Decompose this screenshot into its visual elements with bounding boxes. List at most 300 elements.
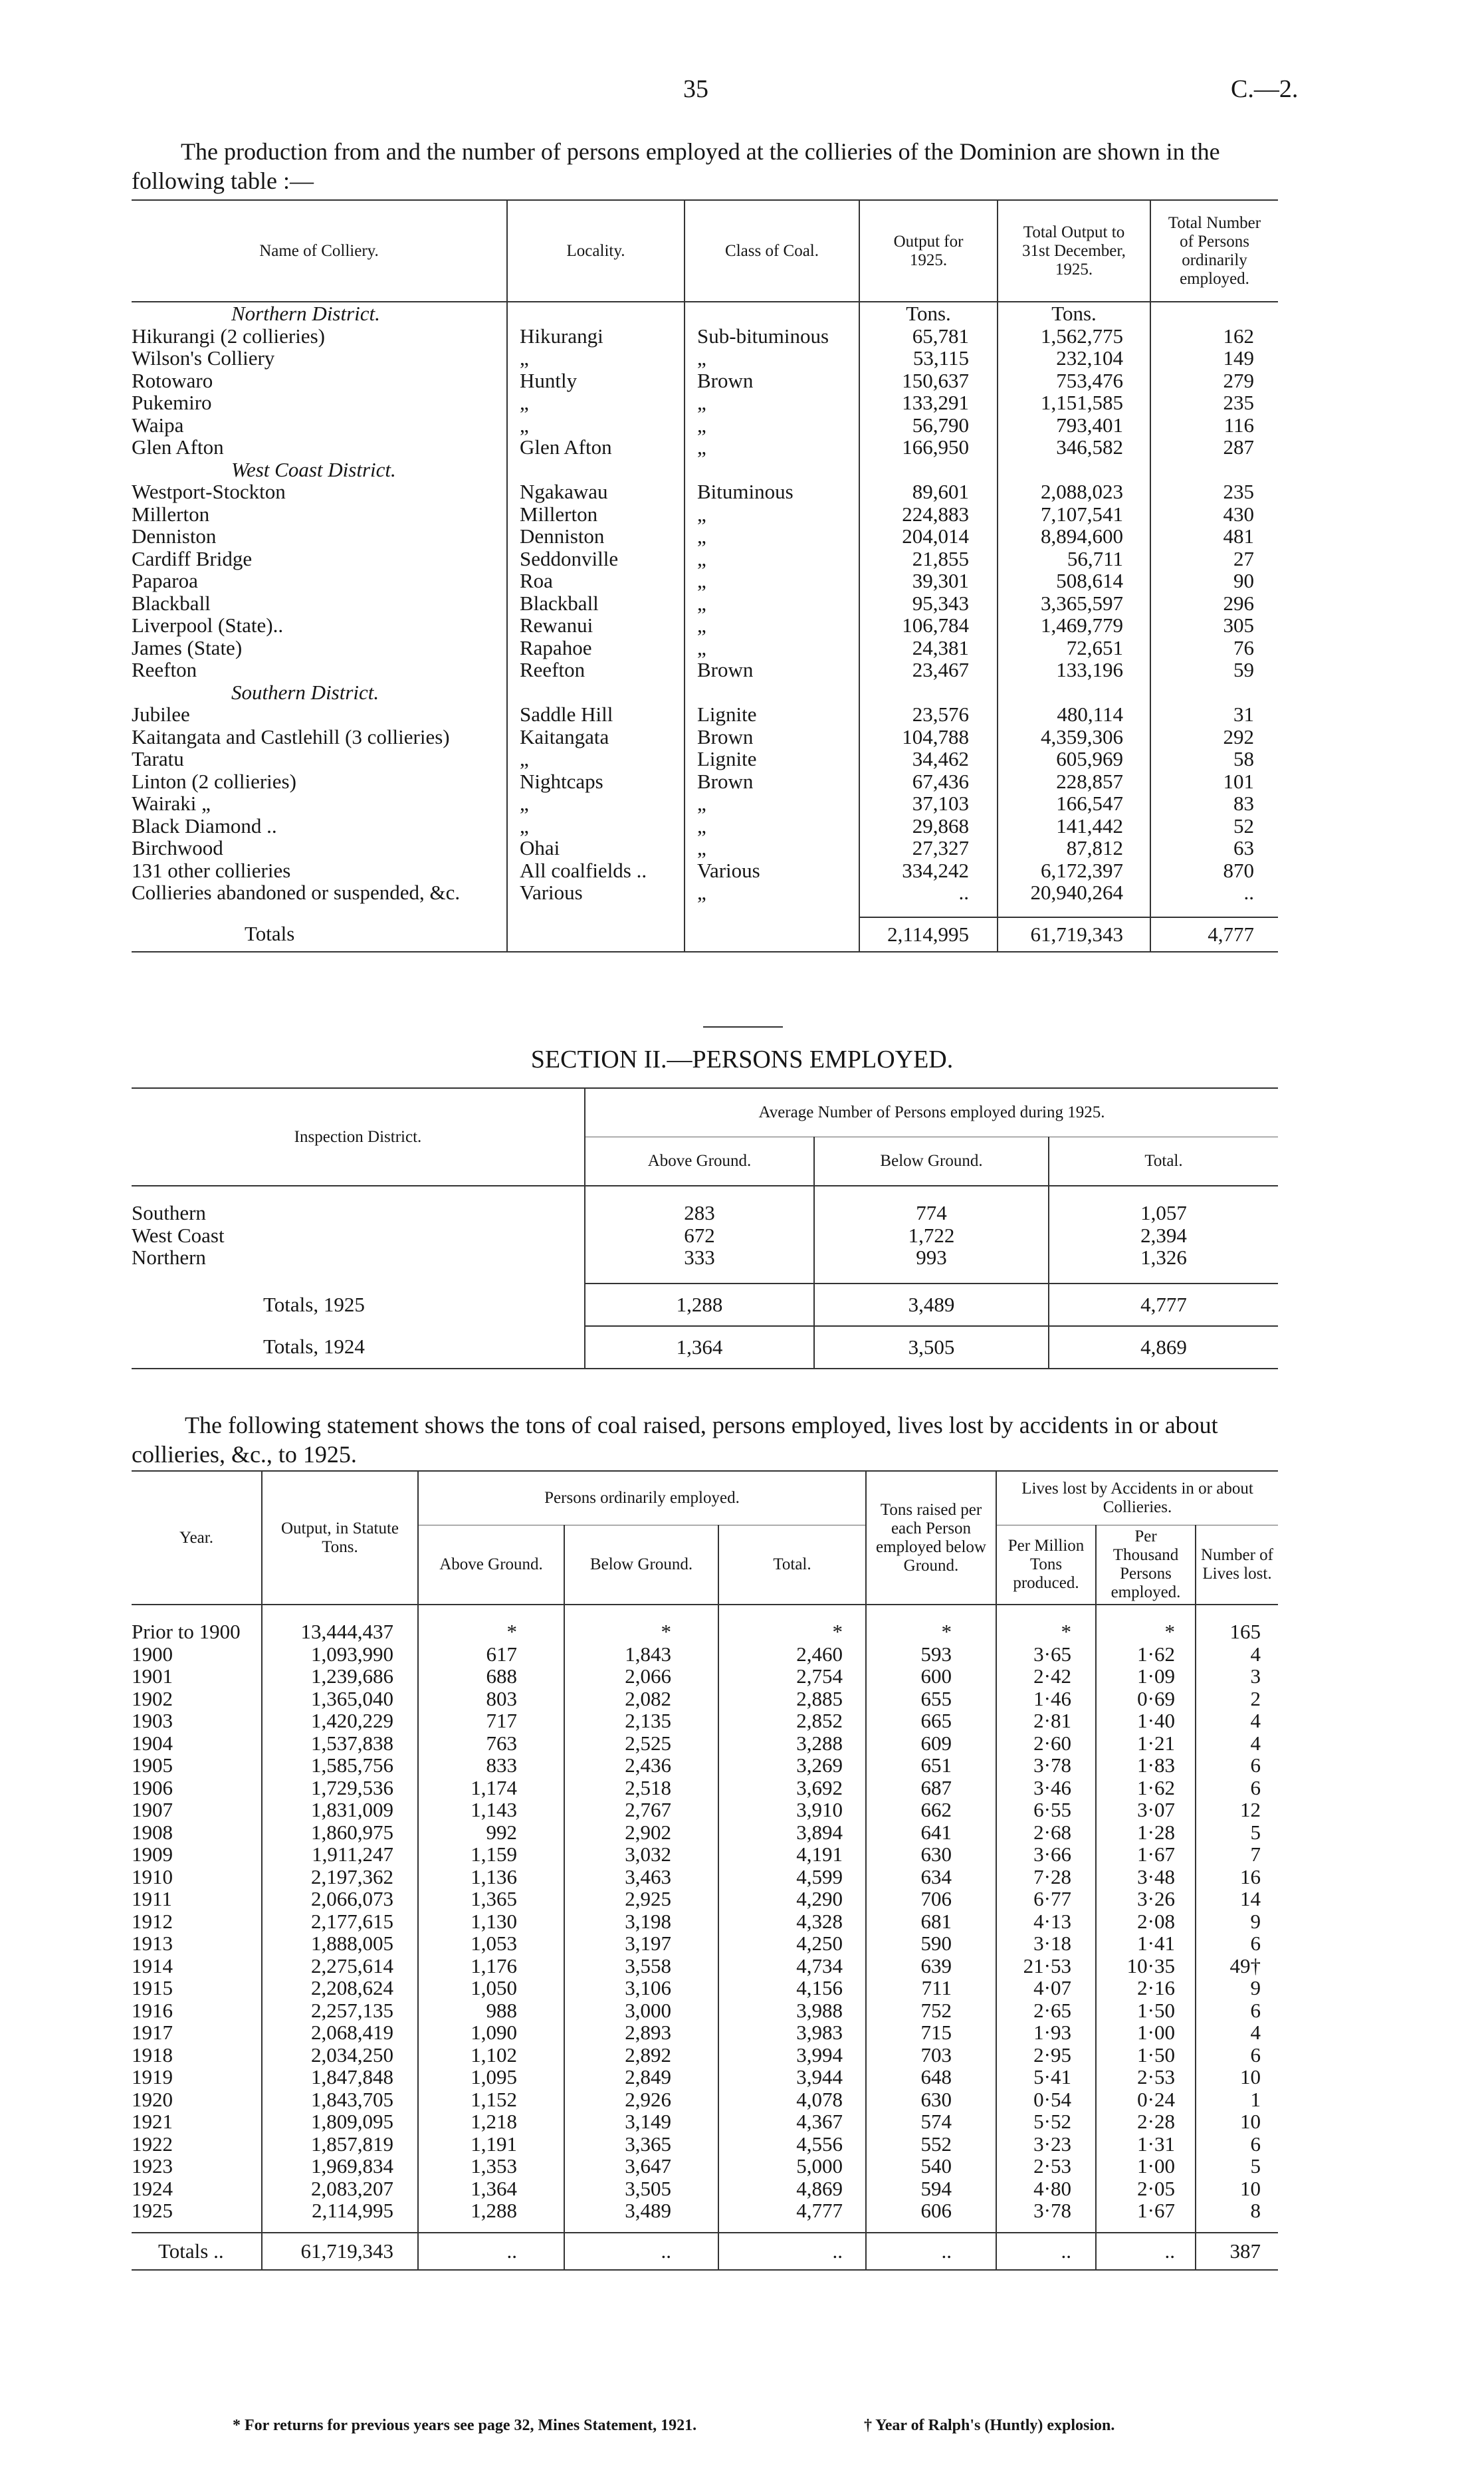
per-thousand-persons: 1·67 [1096,1843,1196,1866]
below-ground: 3,106 [564,1977,718,1999]
district-heading: Southern District. [132,681,507,704]
footnote-dagger: † Year of Ralph's (Huntly) explosion. [864,2417,1115,2434]
col-header-colliery: Name of Colliery. [132,201,507,302]
year-row [132,2155,1278,2178]
total-output: 2,088,023 [998,481,1150,503]
per-thousand-persons: 2·16 [1096,1977,1196,1999]
district-row [132,1224,1278,1247]
locality: „ [507,815,685,838]
per-thousand-persons: 1·41 [1096,1932,1196,1955]
output-1925: 133,291 [859,392,998,414]
empty-cell [1150,904,1278,917]
tons-per-person: 648 [866,2066,996,2088]
output-1925: 27,327 [859,837,998,859]
output: 2,275,614 [262,1955,418,1977]
locality: Rapahoe [507,637,685,659]
totals-above: 1,288 [585,1284,814,1326]
empty-cell [685,904,859,917]
lives-lost: 4 [1250,2021,1261,2044]
year-row [132,2066,1278,2088]
year-row [132,1955,1278,1977]
total-persons: 4,777 [718,2199,866,2222]
totals-output: 2,114,995 [859,917,998,952]
persons-employed: 279 [1223,368,1254,392]
colliery-row [132,370,1278,392]
below-ground: 2,925 [564,1888,718,1910]
year: 1906 [132,1777,262,1799]
col-header-persons-employed: Persons ordinarily employed. [418,1472,866,1525]
empty-cell [1196,1605,1278,1621]
total-output: 346,582 [998,436,1150,459]
above-ground: 617 [418,1643,564,1666]
lives-lost: 6 [1250,2132,1261,2156]
total-persons: 4,290 [718,1888,866,1910]
per-million-tons: * [996,1621,1096,1643]
lives-lost: 4 [1250,1709,1261,1732]
year: 1901 [132,1665,262,1688]
tons-per-person: 687 [866,1777,996,1799]
historical-statement-table [132,1472,1278,2271]
coal-class: Brown [685,726,859,748]
year-row [132,1710,1278,1732]
output-1925: 334,242 [859,859,998,882]
below-ground: 3,365 [564,2133,718,2156]
below-ground: 3,489 [564,2199,718,2222]
output: 1,420,229 [262,1710,418,1732]
year-row [132,1977,1278,1999]
total-output: 141,442 [998,815,1150,838]
empty-cell [1150,459,1278,481]
below-ground: 3,000 [564,1999,718,2022]
above-ground: 1,159 [418,1843,564,1866]
per-million-tons: 2·95 [996,2044,1096,2067]
district-heading: West Coast District. [132,459,507,481]
year: Prior to 1900 [132,1621,262,1643]
locality: Millerton [507,503,685,526]
output-1925: 34,462 [859,748,998,770]
col-header-output-tons: Output, in Statute Tons. [262,1472,418,1605]
year: 1924 [132,2178,262,2200]
colliery-row [132,481,1278,503]
total-output: 605,969 [998,748,1150,770]
empty-cell [866,1605,996,1621]
year: 1914 [132,1955,262,1977]
persons-employed: 481 [1223,524,1254,548]
persons-employed: 870 [1223,858,1254,882]
tons-per-person: 594 [866,2178,996,2200]
colliery-row [132,859,1278,882]
persons-employed: 101 [1223,769,1254,793]
total-output: 1,562,775 [998,325,1150,348]
year-row [132,1621,1278,1643]
above-ground-value: 333 [585,1246,814,1269]
total-value: 1,057 [1140,1201,1187,1224]
lives-lost: 10 [1240,2110,1261,2133]
above-ground: 717 [418,1710,564,1732]
colliery-row [132,815,1278,838]
empty-cell [814,1269,1049,1284]
output-1925: 23,467 [859,659,998,681]
empty-cell [1150,681,1278,704]
locality: Roa [507,570,685,592]
above-ground: 1,090 [418,2021,564,2044]
totals-below: 3,505 [814,1326,1049,1369]
district-heading-northern: Northern District. [132,302,507,325]
total-persons: 4,734 [718,1955,866,1977]
colliery-row [132,570,1278,592]
year-row [132,1665,1278,1688]
total-persons: 3,983 [718,2021,866,2044]
output: 1,239,686 [262,1665,418,1688]
lives-lost: 6 [1250,1932,1261,1955]
colliery-name: Liverpool (State).. [132,614,507,637]
per-thousand-persons: 1·00 [1096,2155,1196,2178]
coal-class: „ [685,570,859,592]
coal-class: Sub-bituminous [685,325,859,348]
document-code: C.—2. [1231,75,1299,103]
output: 1,585,756 [262,1754,418,1777]
empty-cell [1196,2222,1278,2233]
below-ground: 2,767 [564,1799,718,1821]
output-1925: 89,601 [859,481,998,503]
colliery-name: Birchwood [132,837,507,859]
year: 1900 [132,1643,262,1666]
persons-employed: 31 [1233,703,1254,726]
empty-cell [685,917,859,952]
tons-per-person: 600 [866,1665,996,1688]
totals-total-persons: .. [718,2233,866,2270]
year: 1907 [132,1799,262,1821]
year: 1913 [132,1932,262,1955]
total-persons: 3,994 [718,2044,866,2067]
colliery-row [132,347,1278,370]
per-million-tons: 2·81 [996,1710,1096,1732]
persons-employed: .. [1243,881,1254,904]
lives-lost: 6 [1250,1753,1261,1777]
col-header-above: Above Ground. [418,1525,564,1605]
empty-cell [685,459,859,481]
coal-class: „ [685,548,859,570]
below-ground: 2,135 [564,1710,718,1732]
per-million-tons: 4·13 [996,1910,1096,1933]
output-1925: 95,343 [859,592,998,615]
above-ground: 833 [418,1754,564,1777]
total-persons: * [718,1621,866,1643]
empty-cell [585,1186,814,1202]
above-ground-value: 672 [585,1224,814,1247]
lives-lost: 14 [1240,1887,1261,1910]
spacer-row [132,1605,1278,1621]
colliery-row [132,748,1278,770]
coal-class: „ [685,414,859,437]
totals-above: 1,364 [585,1326,814,1369]
tons-per-person: 593 [866,1643,996,1666]
output-1925: 56,790 [859,414,998,437]
year: 1903 [132,1710,262,1732]
above-ground: 1,152 [418,2088,564,2111]
col-header-lives-lost: Lives lost by Accidents in or about Collieries. [996,1472,1278,1525]
empty-cell [564,1605,718,1621]
total-persons: 2,754 [718,1665,866,1688]
totals-label: Totals [132,917,507,952]
total-persons: 3,692 [718,1777,866,1799]
total-persons: 4,367 [718,2110,866,2133]
totals-persons: 4,777 [1150,917,1278,952]
tons-per-person: 609 [866,1732,996,1755]
colliery-row [132,325,1278,348]
output: 2,197,362 [262,1866,418,1888]
col-header-inspection-district: Inspection District. [132,1089,585,1186]
tons-per-person: 711 [866,1977,996,1999]
colliery-row [132,726,1278,748]
totals-below: 3,489 [814,1284,1049,1326]
colliery-name: Westport-Stockton [132,481,507,503]
lives-lost: 10 [1240,2065,1261,2088]
locality: Reefton [507,659,685,681]
district-row [132,681,1278,704]
year: 1905 [132,1754,262,1777]
output: 1,729,536 [262,1777,418,1799]
per-million-tons: 6·77 [996,1888,1096,1910]
empty-cell [564,2222,718,2233]
colliery-name: Wilson's Colliery [132,347,507,370]
colliery-row [132,659,1278,681]
locality: Glen Afton [507,436,685,459]
below-ground-value: 774 [814,1202,1049,1224]
lives-lost: 6 [1250,1998,1261,2022]
tons-per-person: 590 [866,1932,996,1955]
output: 2,177,615 [262,1910,418,1933]
per-thousand-persons: 0·69 [1096,1688,1196,1710]
output-1925: .. [859,881,998,904]
persons-employed: 59 [1233,658,1254,681]
colliery-name: Jubilee [132,703,507,726]
totals-row [132,917,1278,952]
per-thousand-persons: 2·53 [1096,2066,1196,2088]
colliery-row [132,592,1278,615]
output: 2,114,995 [262,2199,418,2222]
output-1925: 204,014 [859,525,998,548]
year-row [132,1910,1278,1933]
totals-below-ground: .. [564,2233,718,2270]
lives-lost: 9 [1250,1976,1261,1999]
persons-employed: 27 [1233,546,1254,570]
above-ground: 1,102 [418,2044,564,2067]
total-output: 20,940,264 [998,881,1150,904]
persons-employed: 149 [1223,346,1254,370]
empty-cell [996,2222,1096,2233]
totals-label: Totals, 1924 [132,1326,585,1369]
lives-lost: 49† [1229,1954,1261,1977]
above-ground: * [418,1621,564,1643]
per-million-tons: 1·93 [996,2021,1096,2044]
total-output: 753,476 [998,370,1150,392]
per-thousand-persons: 1·67 [1096,2199,1196,2222]
output: 1,831,009 [262,1799,418,1821]
per-thousand-persons: 1·21 [1096,1732,1196,1755]
tons-per-person: 574 [866,2110,996,2133]
output: 1,093,990 [262,1643,418,1666]
tons-per-person: 630 [866,2088,996,2111]
units-row [132,302,1278,325]
locality: „ [507,392,685,414]
year-row [132,1799,1278,1821]
empty-cell [132,1605,262,1621]
colliery-name: Linton (2 collieries) [132,770,507,793]
colliery-row [132,525,1278,548]
total-persons: 4,869 [718,2178,866,2200]
above-ground: 1,053 [418,1932,564,1955]
empty-cell [814,1186,1049,1202]
below-ground: * [564,1621,718,1643]
below-ground: 2,849 [564,2066,718,2088]
per-thousand-persons: 1·50 [1096,1999,1196,2022]
coal-class: „ [685,837,859,859]
total-output: 228,857 [998,770,1150,793]
per-million-tons: 1·46 [996,1688,1096,1710]
per-thousand-persons: 1·50 [1096,2044,1196,2067]
tons-per-person: 606 [866,2199,996,2222]
lives-lost: 4 [1250,1642,1261,1666]
persons-employed: 235 [1223,391,1254,414]
persons-employed: 90 [1233,569,1254,592]
lives-lost: 1 [1250,2087,1261,2111]
colliery-name: Reefton [132,659,507,681]
coal-class: Lignite [685,703,859,726]
per-thousand-persons: 1·09 [1096,1665,1196,1688]
total-output: 56,711 [998,548,1150,570]
total-persons: 2,885 [718,1688,866,1710]
total-output: 166,547 [998,792,1150,815]
locality: „ [507,748,685,770]
total-persons: 4,599 [718,1866,866,1888]
below-ground: 3,198 [564,1910,718,1933]
per-million-tons: 2·65 [996,1999,1096,2022]
persons-employed: 296 [1223,591,1254,615]
empty-cell [998,459,1150,481]
coal-class: Lignite [685,748,859,770]
spacer-row [132,904,1278,917]
above-ground: 688 [418,1665,564,1688]
colliery-name: Denniston [132,525,507,548]
persons-employed: 235 [1223,480,1254,503]
coal-class: Brown [685,659,859,681]
tons-per-person: 630 [866,1843,996,1866]
persons-employed: 52 [1233,814,1254,838]
persons-employed: 287 [1223,435,1254,459]
colliery-row [132,548,1278,570]
year: 1908 [132,1821,262,1844]
empty-cell [1150,302,1278,325]
year: 1912 [132,1910,262,1933]
persons-employed: 305 [1223,614,1254,637]
locality: Denniston [507,525,685,548]
lives-lost: 10 [1240,2176,1261,2200]
per-thousand-persons: 1·62 [1096,1643,1196,1666]
colliery-name: Hikurangi (2 collieries) [132,325,507,348]
per-thousand-persons: 3·26 [1096,1888,1196,1910]
coal-class: „ [685,637,859,659]
output: 2,208,624 [262,1977,418,1999]
totals-total: 4,869 [1049,1326,1278,1369]
per-thousand-persons: 2·05 [1096,2178,1196,2200]
empty-cell [998,904,1150,917]
tons-per-person: 641 [866,1821,996,1844]
output: 2,083,207 [262,2178,418,2200]
empty-cell [132,904,507,917]
below-ground: 2,066 [564,1665,718,1688]
lives-lost: 2 [1250,1686,1261,1710]
locality: „ [507,792,685,815]
above-ground: 1,353 [418,2155,564,2178]
year: 1916 [132,1999,262,2022]
output: 1,537,838 [262,1732,418,1755]
locality: Hikurangi [507,325,685,348]
output-1925: 224,883 [859,503,998,526]
persons-employed: 292 [1223,725,1254,748]
tons-per-person: 665 [866,1710,996,1732]
empty-cell [718,2222,866,2233]
total-persons: 4,191 [718,1843,866,1866]
output: 1,809,095 [262,2110,418,2133]
total-persons: 4,156 [718,1977,866,1999]
col-header-year: Year. [132,1472,262,1605]
col-header-per-thousand: Per Thousand Persons employed. [1096,1525,1196,1605]
totals-year: Totals .. [132,2233,262,2270]
per-million-tons: 3·65 [996,1643,1096,1666]
empty-cell [507,459,685,481]
output-1925: 21,855 [859,548,998,570]
year: 1923 [132,2155,262,2178]
empty-cell [1049,1186,1278,1202]
empty-cell [1096,2222,1196,2233]
totals-total-output: 61,719,343 [998,917,1150,952]
below-ground: 3,463 [564,1866,718,1888]
total-output: 133,196 [998,659,1150,681]
col-header-below: Below Ground. [564,1525,718,1605]
total-persons: 3,894 [718,1821,866,1844]
lives-lost: 9 [1250,1909,1261,1933]
total-persons: 4,078 [718,2088,866,2111]
col-header-locality: Locality. [507,201,685,302]
total-persons: 3,944 [718,2066,866,2088]
per-million-tons: 3·46 [996,1777,1096,1799]
col-header-tons-per-person: Tons raised per each Person employed below Ground. [866,1472,996,1605]
locality: Ngakawau [507,481,685,503]
year: 1904 [132,1732,262,1755]
per-million-tons: 7·28 [996,1866,1096,1888]
output: 1,857,819 [262,2133,418,2156]
output: 2,068,419 [262,2021,418,2044]
page-number: 35 [683,75,708,103]
col-header-above-ground: Above Ground. [585,1137,814,1186]
tons-per-person: 651 [866,1754,996,1777]
year-row [132,2110,1278,2133]
tons-per-person: 706 [866,1888,996,1910]
unit-label: Tons. [859,302,998,325]
per-million-tons: 3·66 [996,1843,1096,1866]
colliery-name: Pukemiro [132,392,507,414]
empty-cell [998,681,1150,704]
per-million-tons: 2·42 [996,1665,1096,1688]
colliery-name: Collieries abandoned or suspended, &c. [132,881,507,904]
section-title: SECTION II.—PERSONS EMPLOYED. [530,1046,954,1073]
per-million-tons: 6·55 [996,1799,1096,1821]
total-output: 480,114 [998,703,1150,726]
above-ground: 803 [418,1688,564,1710]
per-million-tons: 5·41 [996,2066,1096,2088]
total-output: 72,651 [998,637,1150,659]
